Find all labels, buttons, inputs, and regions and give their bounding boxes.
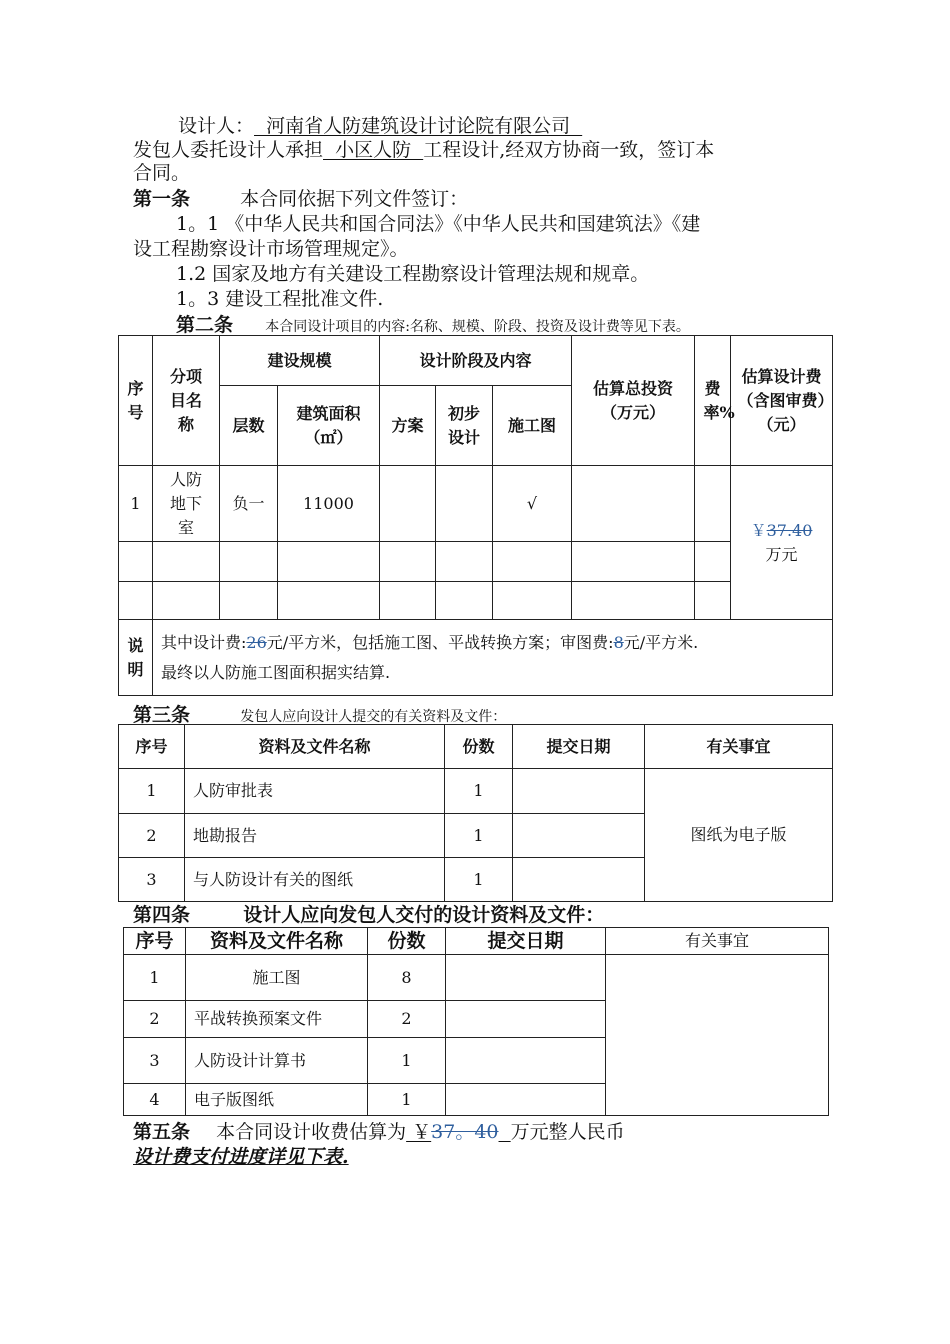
row1-prelim [436,466,493,542]
fee-unit: 万元 [765,544,798,564]
article3-line [133,700,506,727]
table-row: 4 电子版图纸 1 [124,1084,829,1116]
col-construction-header: 施工图 [493,386,572,466]
article2-line [176,310,690,337]
intro-line [133,138,714,162]
col-scale-header: 建设规模 [220,336,380,386]
article1-text: 本合同依据下列文件签订： [240,188,469,210]
col-area-header: 建筑面积（㎡） [278,386,380,466]
h-count: 份数 [445,725,513,769]
intro-pre: 发包人委托设计人承担 [133,139,324,161]
article2-text: 本合同设计项目的内容:名称、规模、阶段、投资及设计费等见下表。 [265,319,690,335]
h-remark: 有关事宜 [645,725,833,769]
col-seq-header: 序号 [119,336,153,466]
table-row: 3 人防设计计算书 1 [124,1038,829,1084]
intro-line-2: 合同。 [133,162,191,184]
col-scheme-header: 方案 [380,386,436,466]
col-name-header: 分项目名称 [153,336,220,466]
row1-construction: √ [493,466,572,542]
design-scope-table [118,335,833,696]
row1-name: 人防地下室 [153,466,220,542]
row1-scheme [380,466,436,542]
remark-cell: 图纸为电子版 [645,769,833,902]
article5-text-pre: 本合同设计收费估算为 [216,1121,407,1143]
payment-note: 设计费支付进度详见下表. [133,1146,349,1168]
table-row: 1 施工图 8 [124,955,829,1001]
note-content: 其中设计费:26元/平方米，包括施工图、平战转换方案；审图费:8元/平方米. 最终以人防施工图面积据实结算. [153,620,833,696]
col-prelim-header: 初步设计 [436,386,493,466]
article1-item1-b: 设工程勘察设计市场管理规定》。 [133,238,409,260]
article1-title: 第一条 [133,188,191,210]
fee-cell: ￥37.40 万元 [731,466,833,620]
intro-post: 工程设计,经双方协商一致，签订本 [423,139,715,161]
article4-text: 设计人应向发包人交付的设计资料及文件： [243,904,605,926]
designer-label: 设计人： [178,115,255,137]
article5-title: 第五条 [133,1121,191,1143]
row1-seq: 1 [119,466,153,542]
note-label: 说明 [119,620,153,696]
client-documents-table [118,724,833,902]
table-row [119,582,833,620]
h-seq: 序号 [119,725,185,769]
col-fee-header: 估算设计费（含图审费）（元） [731,336,833,466]
designer-name: 河南省人防建筑设计讨论院有限公司 [254,115,583,137]
fee-value: 37.40 [766,520,813,540]
col-rate-header: 费率% [695,336,731,466]
row1-rate [695,466,731,542]
designer-deliverables-table: 序号 资料及文件名称 份数 提交日期 有关事宜 1 施工图 8 2 平战转换预案文件 2 3 人防设计计算书 1 4 电子版图纸 1 [123,927,829,1116]
h-name: 资料及文件名称 [185,725,445,769]
article3-title: 第三条 [133,704,191,726]
article1-item3: 1。3 建设工程批准文件. [176,288,384,310]
table-row: 2 地勘报告 1 [119,814,833,858]
article4-line [133,903,604,927]
table-row [119,542,833,582]
row1-area: 11000 [278,466,380,542]
h-date: 提交日期 [513,725,645,769]
col-stage-header: 设计阶段及内容 [380,336,572,386]
article1-item1-a: 1。1 《中华人民共和国合同法》《中华人民共和国建筑法》《建 [176,213,701,235]
article1-item2: 1.2 国家及地方有关建设工程勘察设计管理法规和规章。 [176,263,650,285]
col-invest-header: 估算总投资（万元） [572,336,695,466]
article5-line: 第五条 本合同设计收费估算为 ￥37。40 万元整人民币 [133,1121,625,1143]
col-floors-header: 层数 [220,386,278,466]
article5-text-post: 万元整人民币 [510,1121,625,1143]
project-name: 小区人防 [323,139,424,161]
table-row [119,466,833,542]
table-row: 3 与人防设计有关的图纸 1 [119,858,833,902]
article2-title: 第二条 [176,314,234,336]
article4-title: 第四条 [133,904,191,926]
note-row [119,620,833,696]
article5-amount: 37。40 [431,1121,499,1143]
table-row: 2 平战转换预案文件 2 [124,1001,829,1038]
article3-text: 发包人应向设计人提交的有关资料及文件： [240,709,507,725]
row1-invest [572,466,695,542]
article1-line [133,187,468,211]
designer-line [178,114,582,138]
row1-floors: 负一 [220,466,278,542]
table-row: 1 人防审批表 1 图纸为电子版 [119,769,833,814]
